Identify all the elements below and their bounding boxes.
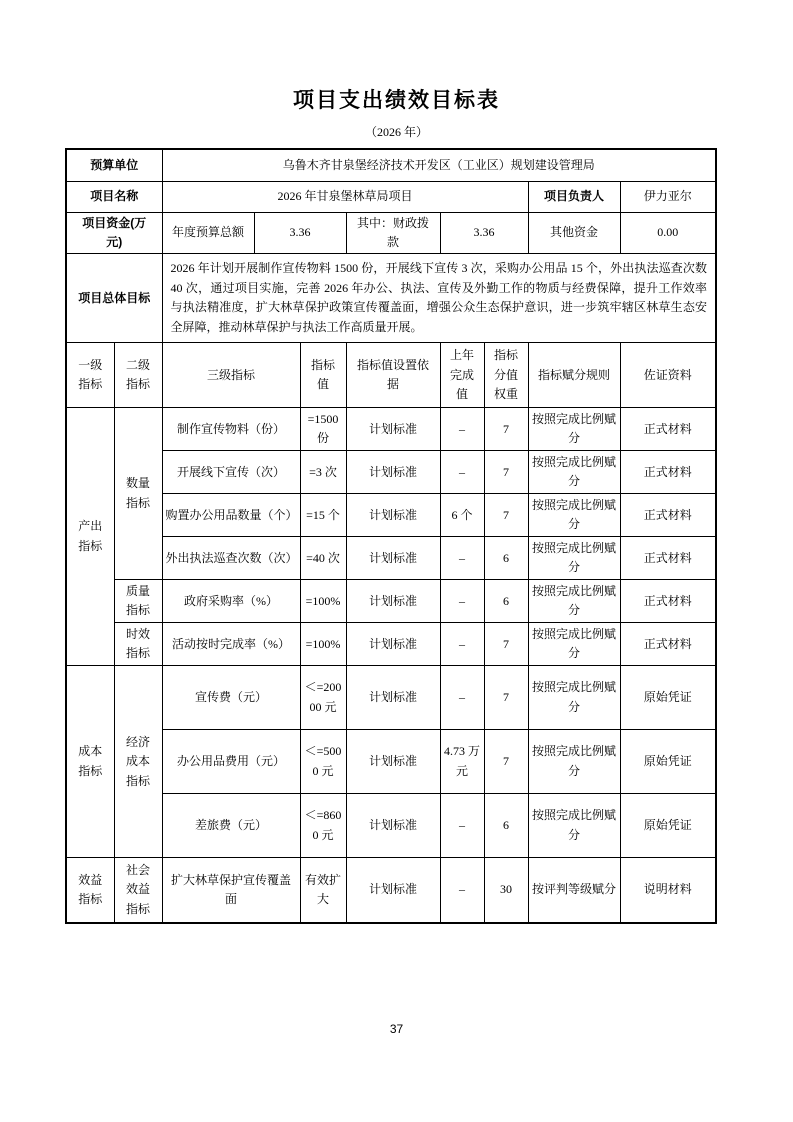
- prev-year-cell: –: [440, 537, 484, 580]
- rule-cell: 按照完成比例赋分: [528, 408, 620, 451]
- basis-cell: 计划标准: [346, 623, 440, 666]
- indicator-row: [66, 580, 716, 623]
- indicator-name-cell: 宣传费（元）: [162, 666, 300, 730]
- level1-group-cell-cost: 成本指标: [66, 666, 114, 858]
- annual-budget-label-cell: 年度预算总额: [162, 212, 254, 254]
- basis-cell: 计划标准: [346, 494, 440, 537]
- level2-group-cell-quality: 质量指标: [114, 580, 162, 623]
- header-level1-cell: 一级指标: [66, 343, 114, 408]
- evidence-cell: 正式材料: [620, 408, 716, 451]
- indicator-row: [66, 858, 716, 923]
- indicator-row: [66, 451, 716, 494]
- other-funds-label-cell: 其他资金: [528, 212, 620, 254]
- evidence-cell: 正式材料: [620, 623, 716, 666]
- project-funds-label-cell: 项目资金(万元): [66, 212, 162, 254]
- indicator-value-cell: 有效扩大: [300, 858, 346, 923]
- evidence-cell: 原始凭证: [620, 666, 716, 730]
- indicator-row: [66, 730, 716, 794]
- weight-cell: 30: [484, 858, 528, 923]
- fiscal-allocation-label-cell: 其中：财政拨款: [346, 212, 440, 254]
- prev-year-cell: –: [440, 666, 484, 730]
- evidence-cell: 正式材料: [620, 537, 716, 580]
- rule-cell: 按照完成比例赋分: [528, 794, 620, 858]
- indicator-row: [66, 666, 716, 730]
- indicator-row: [66, 494, 716, 537]
- weight-cell: 6: [484, 794, 528, 858]
- weight-cell: 7: [484, 730, 528, 794]
- rule-cell: 按照完成比例赋分: [528, 666, 620, 730]
- rule-cell: 按照完成比例赋分: [528, 730, 620, 794]
- page-subtitle: （2026 年）: [364, 125, 428, 139]
- indicator-name-cell: 制作宣传物料（份）: [162, 408, 300, 451]
- basis-cell: 计划标准: [346, 580, 440, 623]
- prev-year-cell: –: [440, 623, 484, 666]
- weight-cell: 7: [484, 494, 528, 537]
- project-leader-value-cell: 伊力亚尔: [620, 181, 716, 212]
- level2-group-cell-social: 社会效益指标: [114, 858, 162, 923]
- basis-cell: 计划标准: [346, 408, 440, 451]
- evidence-cell: 正式材料: [620, 580, 716, 623]
- level1-group-cell-benefit: 效益指标: [66, 858, 114, 923]
- rule-cell: 按照完成比例赋分: [528, 623, 620, 666]
- basis-cell: 计划标准: [346, 730, 440, 794]
- header-evidence-cell: 佐证资料: [620, 343, 716, 408]
- basis-cell: 计划标准: [346, 794, 440, 858]
- project-name-row: [66, 181, 716, 212]
- header-level3-cell: 三级指标: [162, 343, 300, 408]
- prev-year-cell: –: [440, 408, 484, 451]
- indicator-name-cell: 办公用品费用（元）: [162, 730, 300, 794]
- level2-group-cell-quantity: 数量指标: [114, 408, 162, 580]
- rule-cell: 按照完成比例赋分: [528, 580, 620, 623]
- indicator-row: [66, 537, 716, 580]
- indicator-name-cell: 扩大林草保护宣传覆盖面: [162, 858, 300, 923]
- basis-cell: 计划标准: [346, 858, 440, 923]
- level1-group-cell-output: 产出指标: [66, 408, 114, 666]
- weight-cell: 7: [484, 408, 528, 451]
- rule-cell: 按照完成比例赋分: [528, 451, 620, 494]
- rule-cell: 按照完成比例赋分: [528, 537, 620, 580]
- indicator-value-cell: =40 次: [300, 537, 346, 580]
- overall-goal-text-cell: 2026 年计划开展制作宣传物料 1500 份，开展线下宣传 3 次，采购办公用品 15 个，外出执法巡查次数 40 次，通过项目实施，完善 2026 年办公、执法、宣传及外勤工作的物质与经费保障，提升工作效率与执法精准度，扩大林草保护政策宣传覆盖面，增强公众生态保护意识，进一步筑牢辖区林草生态安全屏障，推动林草保护与执法工作高质量开展。: [162, 254, 716, 343]
- weight-cell: 7: [484, 451, 528, 494]
- header-value-cell: 指标值: [300, 343, 346, 408]
- indicator-row: [66, 408, 716, 451]
- basis-cell: 计划标准: [346, 666, 440, 730]
- indicator-name-cell: 政府采购率（%）: [162, 580, 300, 623]
- prev-year-cell: –: [440, 580, 484, 623]
- indicator-name-cell: 开展线下宣传（次）: [162, 451, 300, 494]
- indicator-value-cell: ＜=8600 元: [300, 794, 346, 858]
- header-basis-cell: 指标值设置依据: [346, 343, 440, 408]
- prev-year-cell: –: [440, 451, 484, 494]
- other-funds-value-cell: 0.00: [620, 212, 716, 254]
- overall-goal-label-cell: 项目总体目标: [66, 254, 162, 343]
- weight-cell: 6: [484, 580, 528, 623]
- indicator-name-cell: 购置办公用品数量（个）: [162, 494, 300, 537]
- indicator-header-row: [66, 343, 716, 408]
- evidence-cell: 说明材料: [620, 858, 716, 923]
- evidence-cell: 原始凭证: [620, 794, 716, 858]
- evidence-cell: 原始凭证: [620, 730, 716, 794]
- indicator-value-cell: =15 个: [300, 494, 346, 537]
- performance-target-table: [65, 148, 717, 924]
- evidence-cell: 正式材料: [620, 494, 716, 537]
- indicator-name-cell: 差旅费（元）: [162, 794, 300, 858]
- prev-year-cell: –: [440, 858, 484, 923]
- weight-cell: 7: [484, 623, 528, 666]
- indicator-name-cell: 活动按时完成率（%）: [162, 623, 300, 666]
- fiscal-allocation-value-cell: 3.36: [440, 212, 528, 254]
- prev-year-cell: 6 个: [440, 494, 484, 537]
- header-rule-cell: 指标赋分规则: [528, 343, 620, 408]
- project-name-label-cell: 项目名称: [66, 181, 162, 212]
- header-weight-cell: 指标分值权重: [484, 343, 528, 408]
- page-title: 项目支出绩效目标表: [293, 89, 500, 112]
- weight-cell: 6: [484, 537, 528, 580]
- rule-cell: 按照完成比例赋分: [528, 494, 620, 537]
- rule-cell: 按评判等级赋分: [528, 858, 620, 923]
- page-number: 37: [389, 1022, 404, 1036]
- indicator-row: [66, 623, 716, 666]
- annual-budget-value-cell: 3.36: [254, 212, 346, 254]
- level2-group-cell-economic: 经济成本指标: [114, 666, 162, 858]
- indicator-value-cell: =100%: [300, 580, 346, 623]
- budget-unit-row: [66, 149, 716, 181]
- project-name-value-cell: 2026 年甘泉堡林草局项目: [162, 181, 528, 212]
- header-prev-cell: 上年完成值: [440, 343, 484, 408]
- basis-cell: 计划标准: [346, 537, 440, 580]
- header-level2-cell: 二级指标: [114, 343, 162, 408]
- overall-goal-row: [66, 254, 716, 343]
- weight-cell: 7: [484, 666, 528, 730]
- indicator-row: [66, 794, 716, 858]
- basis-cell: 计划标准: [346, 451, 440, 494]
- indicator-value-cell: ＜=5000 元: [300, 730, 346, 794]
- indicator-value-cell: =3 次: [300, 451, 346, 494]
- indicator-value-cell: =1500 份: [300, 408, 346, 451]
- budget-unit-value-cell: 乌鲁木齐甘泉堡经济技术开发区（工业区）规划建设管理局: [162, 149, 716, 181]
- project-funds-row: [66, 212, 716, 254]
- prev-year-cell: 4.73 万元: [440, 730, 484, 794]
- level2-group-cell-timeliness: 时效指标: [114, 623, 162, 666]
- project-leader-label-cell: 项目负责人: [528, 181, 620, 212]
- indicator-value-cell: ＜=20000 元: [300, 666, 346, 730]
- evidence-cell: 正式材料: [620, 451, 716, 494]
- prev-year-cell: –: [440, 794, 484, 858]
- indicator-name-cell: 外出执法巡查次数（次）: [162, 537, 300, 580]
- budget-unit-label-cell: 预算单位: [66, 149, 162, 181]
- indicator-value-cell: =100%: [300, 623, 346, 666]
